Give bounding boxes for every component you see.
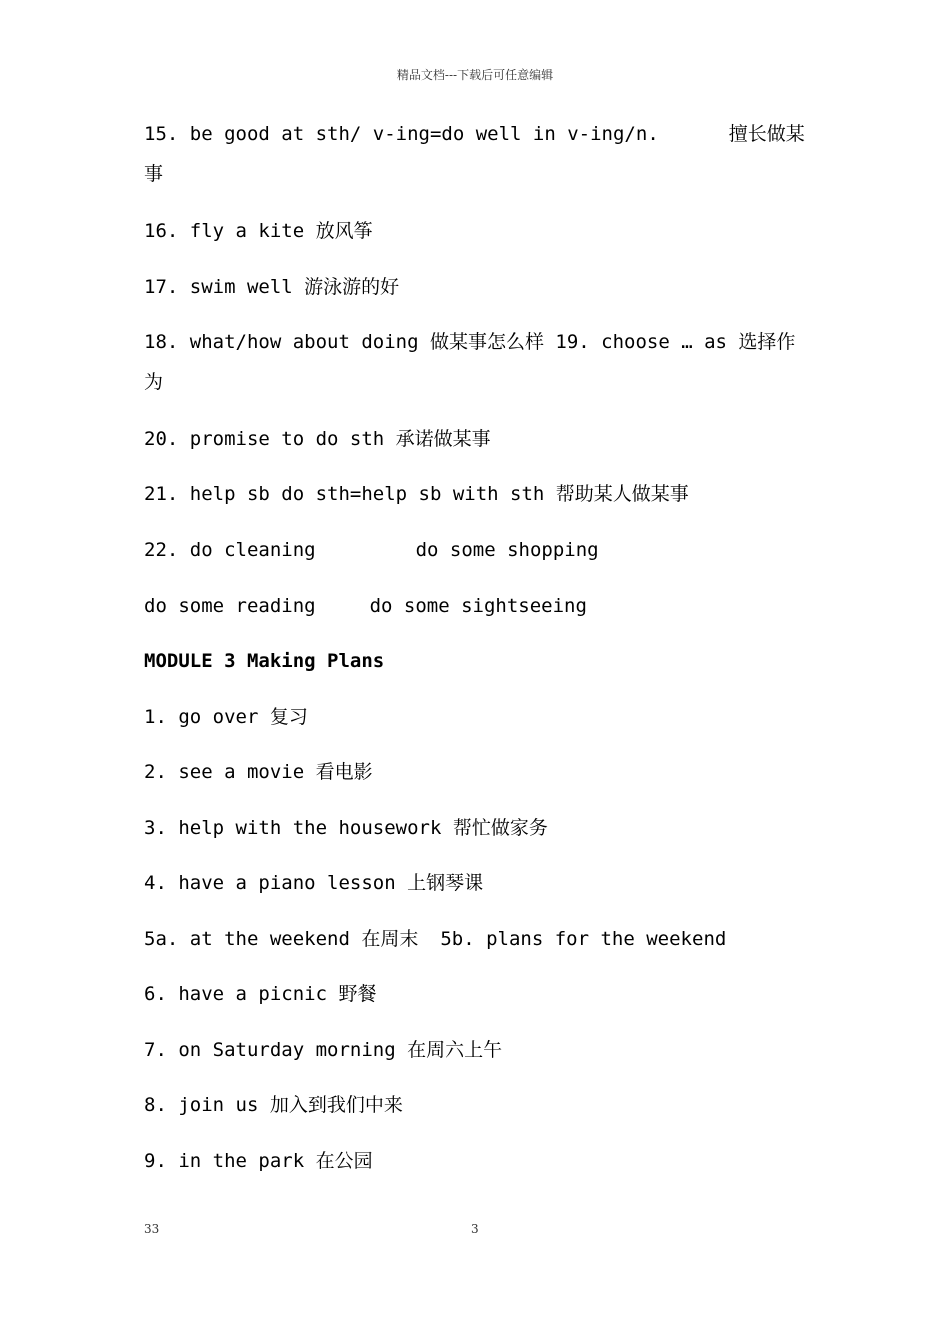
- page-header: 精品文档---下载后可任意编辑: [396, 68, 554, 82]
- vocab-item-20: 20. promise to do sth 承诺做某事: [144, 428, 491, 450]
- module-heading: MODULE 3 Making Plans: [144, 650, 385, 672]
- module-item-5-plans: 5b. plans for the weekend: [440, 928, 727, 950]
- module-item-9: 9. in the park 在公园: [144, 1150, 373, 1172]
- module-item-5: [144, 919, 808, 959]
- module-item-7: 7. on Saturday morning 在周六上午: [144, 1039, 503, 1061]
- module-item-8: 8. join us 加入到我们中来: [144, 1094, 403, 1116]
- module-item-4: 4. have a piano lesson 上钢琴课: [144, 872, 484, 894]
- vocab-item-16: 16. fly a kite 放风筝: [144, 220, 373, 242]
- module-item-2: 2. see a movie 看电影: [144, 761, 373, 783]
- vocab-item-22-continued: [144, 586, 808, 626]
- module-item-5-weekend: 5a. at the weekend 在周末: [144, 928, 419, 950]
- vocab-item-15-chinese: 擅长做某事: [144, 123, 805, 185]
- vocab-item-reading: do some reading: [144, 595, 316, 617]
- vocab-item-15: [144, 114, 808, 194]
- module-item-6: 6. have a picnic 野餐: [144, 983, 377, 1005]
- footer-page-number: 3: [471, 1222, 479, 1236]
- vocab-item-22: [144, 530, 808, 570]
- vocab-item-17: 17. swim well 游泳游的好: [144, 276, 400, 298]
- footer-page-total: 33: [144, 1222, 160, 1236]
- vocab-item-21: 21. help sb do sth=help sb with sth 帮助某人做某事: [144, 483, 689, 505]
- vocab-item-22-shopping: do some shopping: [415, 539, 599, 561]
- module-item-1: 1. go over 复习: [144, 706, 308, 728]
- vocab-item-22-cleaning: 22. do cleaning: [144, 539, 316, 561]
- vocab-item-sightseeing: do some sightseeing: [369, 595, 587, 617]
- vocab-item-18-19: 18. what/how about doing 做某事怎么样 19. choose … as 选择作为: [144, 331, 796, 393]
- module-item-3: 3. help with the housework 帮忙做家务: [144, 817, 548, 839]
- vocab-item-15-english: 15. be good at sth/ v-ing=do well in v-ing/n.: [144, 123, 659, 145]
